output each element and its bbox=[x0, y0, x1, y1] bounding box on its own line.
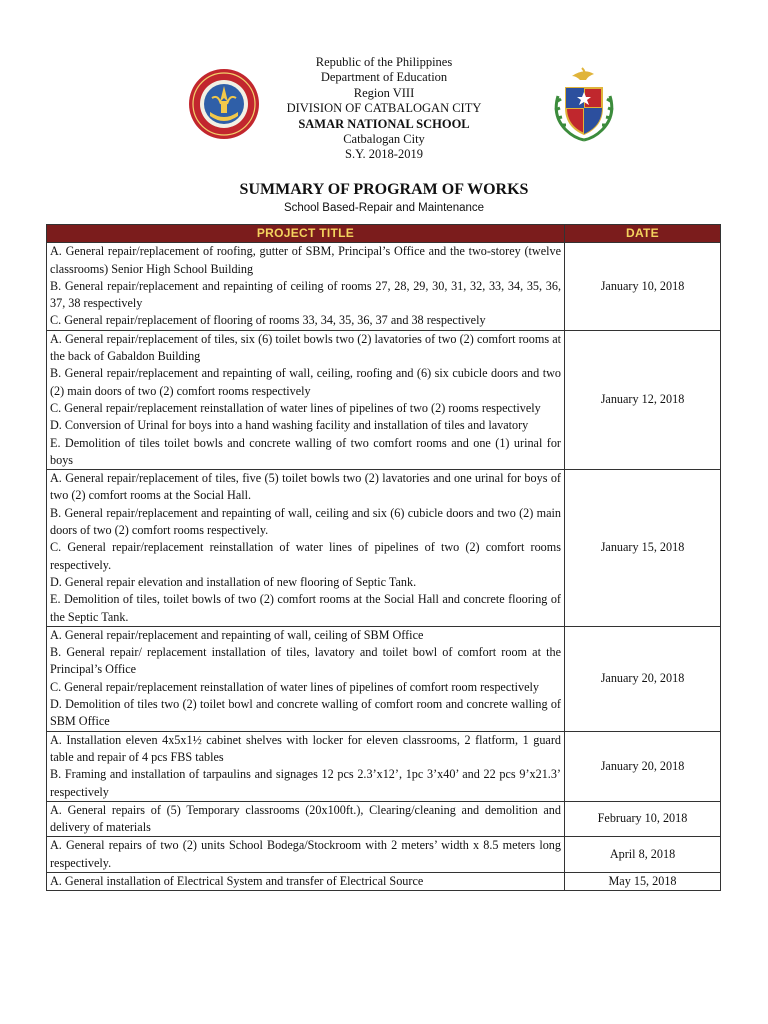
table-row bbox=[47, 801, 721, 837]
header-school-year: S.Y. 2018-2019 bbox=[345, 147, 423, 162]
project-item: A. Installation eleven 4x5x1½ cabinet shelves with locker for eleven classrooms, 2 flatform, 1 guard table and repair of 4 pcs FBS tables bbox=[50, 732, 561, 764]
date-cell: January 20, 2018 bbox=[565, 731, 721, 801]
header-school-name: SAMAR NATIONAL SCHOOL bbox=[298, 116, 470, 131]
project-item: D. General repair elevation and installation of new flooring of Septic Tank. bbox=[50, 574, 417, 589]
project-title-cell bbox=[47, 731, 565, 801]
project-title-cell bbox=[47, 243, 565, 330]
project-item: B. Framing and installation of tarpaulins and signages 12 pcs 2.3’x12’, 1pc 3’x40’ and 22 pcs 9’x21.3’ respectively bbox=[50, 767, 561, 799]
project-item: A. General repair/replacement of roofing, gutter of SBM, Principal’s Office and the two-storey (twelve classrooms) Senior High School Building bbox=[50, 244, 561, 276]
header-department: Department of Education bbox=[320, 70, 448, 85]
table-body bbox=[47, 243, 721, 891]
column-header-date: DATE bbox=[565, 225, 721, 243]
date-cell: February 10, 2018 bbox=[565, 801, 721, 837]
header-region: Region VIII bbox=[353, 85, 415, 100]
date-cell: January 15, 2018 bbox=[565, 470, 721, 627]
document-header bbox=[0, 55, 768, 163]
table-row bbox=[47, 243, 721, 330]
document-subtitle: School Based-Repair and Maintenance bbox=[283, 202, 485, 214]
project-item: D. Demolition of tiles two (2) toilet bowl and concrete walling of comfort room and concrete walling of SBM Office bbox=[50, 697, 561, 729]
project-item: D. Conversion of Urinal for boys into a hand washing facility and installation of tiles and lavatory bbox=[50, 418, 529, 433]
project-item: C. General repair/replacement of flooring of rooms 33, 34, 35, 36, 37 and 38 respectively bbox=[50, 313, 486, 328]
date-cell: January 12, 2018 bbox=[565, 330, 721, 469]
project-title-cell bbox=[47, 837, 565, 873]
project-title-cell bbox=[47, 470, 565, 627]
project-item: A. General repairs of two (2) units School Bodega/Stockroom with 2 meters’ width x 8.5 meters long respectively. bbox=[50, 838, 561, 870]
table-row bbox=[47, 731, 721, 801]
project-title-cell bbox=[47, 801, 565, 837]
program-of-works-table bbox=[46, 224, 721, 891]
project-item: A. General installation of Electrical System and transfer of Electrical Source bbox=[50, 873, 424, 888]
header-republic: Republic of the Philippines bbox=[315, 55, 453, 69]
project-title-cell bbox=[47, 872, 565, 890]
project-item: C. General repair/replacement reinstallation of water lines of pipelines of comfort room respectively bbox=[50, 679, 540, 694]
project-item: C. General repair/replacement reinstallation of water lines of pipelines of two (2) rooms respectively bbox=[50, 400, 541, 415]
project-item: E. Demolition of tiles, toilet bowls of two (2) comfort rooms at the Social Hall and concrete flooring of the Septic Tank. bbox=[50, 592, 561, 624]
date-cell: January 20, 2018 bbox=[565, 626, 721, 731]
project-item: C. General repair/replacement reinstallation of water lines of pipelines of two (2) comfort rooms respectively. bbox=[50, 540, 561, 572]
table-row bbox=[47, 626, 721, 731]
project-item: A. General repair/replacement of tiles, six (6) toilet bowls two (2) lavatories of two (2) comfort rooms at the back of Gabaldon Building bbox=[50, 331, 561, 364]
table-row bbox=[47, 330, 721, 469]
project-item: B. General repair/replacement and repainting of wall, ceiling and six (6) cubicle doors and two (2) main doors of two (2) comfort rooms respectively. bbox=[50, 505, 561, 538]
header-city: Catbalogan City bbox=[343, 132, 425, 147]
column-header-project-title: PROJECT TITLE bbox=[47, 225, 565, 243]
table-row bbox=[47, 837, 721, 873]
project-item: B. General repair/replacement and repainting of wall, ceiling, roofing and (6) six cubicle doors and two (2) main doors of two (2) comfort rooms respectively bbox=[50, 366, 561, 398]
header-division: DIVISION OF CATBALOGAN CITY bbox=[286, 101, 482, 116]
document-title: SUMMARY OF PROGRAM OF WORKS bbox=[239, 181, 529, 198]
project-item: B. General repair/ replacement installation of tiles, lavatory and toilet bowl of comfort room at the Principal’s Office bbox=[50, 645, 561, 677]
date-cell: April 8, 2018 bbox=[565, 837, 721, 873]
project-item: A. General repair/replacement of tiles, five (5) toilet bowls two (2) lavatories and one urinal for boys of two (2) comfort rooms at the Social Hall. bbox=[50, 471, 561, 503]
project-item: E. Demolition of tiles toilet bowls and concrete walling of two comfort rooms and one (1) urinal for boys bbox=[50, 435, 561, 467]
project-title-cell bbox=[47, 330, 565, 469]
table-header-row bbox=[47, 225, 721, 243]
date-cell: January 10, 2018 bbox=[565, 243, 721, 330]
table-row bbox=[47, 872, 721, 890]
table-row bbox=[47, 470, 721, 627]
date-cell: May 15, 2018 bbox=[565, 872, 721, 890]
project-item: A. General repair/replacement and repainting of wall, ceiling of SBM Office bbox=[50, 627, 424, 642]
project-item: A. General repairs of (5) Temporary classrooms (20x100ft.), Clearing/cleaning and demolition and delivery of materials bbox=[50, 802, 561, 835]
project-item: B. General repair/replacement and repainting of ceiling of rooms 27, 28, 29, 30, 31, 32, 33, 34, 35, 36, 37, 38 respectively bbox=[50, 278, 561, 311]
project-title-cell bbox=[47, 626, 565, 731]
